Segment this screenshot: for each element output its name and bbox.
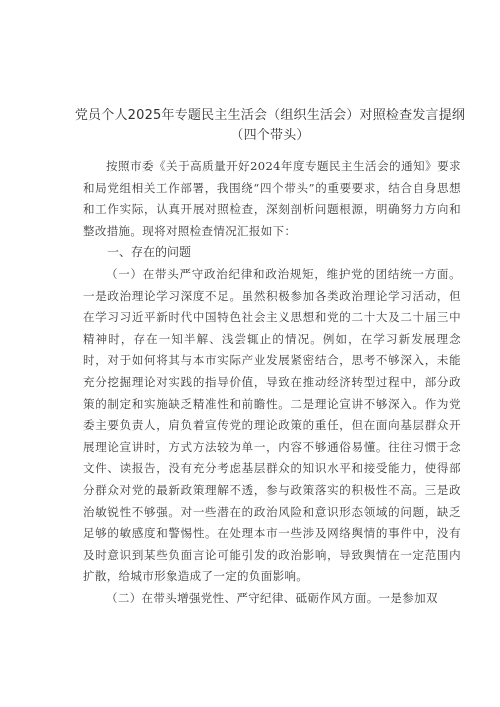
document-subtitle: （四个带头）	[230, 128, 310, 143]
document-body	[83, 156, 461, 609]
document-title: 党员个人2025年专题民主生活会（组织生活会）对照检查发言提纲	[74, 108, 466, 123]
paragraph-party-spirit: （二）在带头增强党性、严守纪律、砥砺作风方面。一是参加双	[106, 590, 438, 605]
paragraph-political-discipline: （一）在带头严守政治纪律和政治规矩，维护党的团结统一方面。一是政治理论学习深度不足。虽然积极参加各类政治理论学习活动，但在学习习近平新时代中国特色社会主义思想和党的二十大及二十届三中精神时，存在一知半解、浅尝辄止的情况。例如，在学习新发展理念时，对于如何将其与本市实际产业发展紧密结合，思考不够深入，未能充分挖掘理论对实践的指导价值，导致在推动经济转型过程中，部分政策的制定和实施缺乏精准性和前瞻性。二是理论宣讲不够深入。作为党委主要负责人，肩负着宣传党的理论政策的重任，但在面向基层群众开展理论宣讲时，方式方法较为单一，内容不够通俗易懂。往往习惯于念文件、读报告，没有充分考虑基层群众的知识水平和接受能力，使得部分群众对党的最新政策理解不透，参与政策落实的积极性不高。三是政治敏锐性不够强。对一些潜在的政治风险和意识形态领域的问题，缺乏足够的敏感度和警惕性。在处理本市一些涉及网络舆情的事件中，没有及时意识到某些负面言论可能引发的政治影响，导致舆情在一定范围内扩散，给城市形象造成了一定的负面影响。	[83, 266, 461, 584]
intro-paragraph: 按照市委《关于高质量开好2024年度专题民主生活会的通知》要求和局党组相关工作部署，我围绕“四个带头”的重要要求，结合自身思想和工作实际，认真开展对照检查，深刻剖析问题根源，明确努力方向和整改措施。现将对照检查情况汇报如下：	[83, 159, 461, 238]
section-heading-problems: 一、存在的问题	[107, 245, 192, 260]
